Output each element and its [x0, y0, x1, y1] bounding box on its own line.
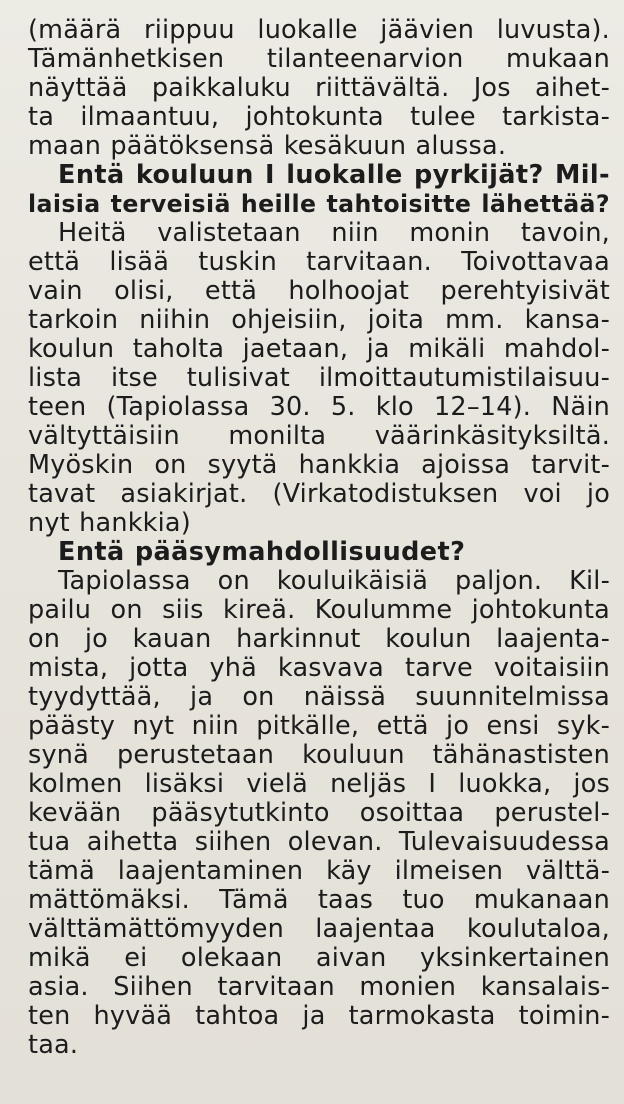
text-line: pailu on siis kireä. Koulumme johtokunta [28, 595, 610, 625]
text-line: teen (Tapiolassa 30. 5. klo 12–14). Näin [28, 392, 610, 422]
text-line: Myöskin on syytä hankkia ajoissa tarvit- [28, 450, 610, 480]
text-line: on jo kauan harkinnut koulun laajenta- [28, 624, 610, 654]
text-line: Tapiolassa on kouluikäisiä paljon. Kil- [58, 566, 610, 596]
text-line: vältyttäisiin monilta väärinkäsityksiltä. [28, 421, 610, 451]
text-line: kolmen lisäksi vielä neljäs I luokka, jos [28, 769, 610, 799]
text-line: että lisää tuskin tarvitaan. Toivottavaa [28, 247, 610, 277]
text-line: (määrä riippuu luokalle jäävien luvusta). [28, 15, 610, 45]
text-line: synä perustetaan kouluun tähänastisten [28, 740, 610, 770]
heading-line: laisia terveisiä heille tahtoisitte lähettää? [28, 190, 610, 218]
text-line: Tämänhetkisen tilanteenarvion mukaan [28, 44, 610, 74]
paragraph-greetings [28, 219, 610, 538]
text-line: mikä ei olekaan aivan yksinkertainen [28, 943, 610, 973]
text-line: tämä laajentaminen käy ilmeisen välttä- [28, 856, 610, 886]
text-line: näyttää paikkaluku riittävältä. Jos aihet- [28, 73, 610, 103]
heading-line: Entä pääsymahdollisuudet? [58, 537, 466, 567]
text-line: tua aihetta siihen olevan. Tulevaisuudessa [28, 827, 610, 857]
text-line: tyydyttää, ja on näissä suunnitelmissa [28, 682, 610, 712]
heading-line: Entä kouluun I luokalle pyrkijät? Mil- [58, 160, 610, 190]
text-line: välttämättömyyden laajentaa koulutaloa, [28, 914, 610, 944]
paragraph-admission [28, 567, 610, 1060]
text-line: ta ilmaantuu, johtokunta tulee tarkista- [28, 102, 610, 132]
text-line: ten hyvää tahtoa ja tarmokasta toimin- [28, 1001, 610, 1031]
text-line: asia. Siihen tarvitaan monien kansalais- [28, 972, 610, 1002]
text-line: koulun taholta jaetaan, ja mikäli mahdol- [28, 334, 610, 364]
text-line: päästy nyt niin pitkälle, että jo ensi syk- [28, 711, 610, 741]
text-line: nyt hankkia) [28, 508, 191, 538]
question-heading-first-graders [28, 161, 610, 219]
text-line: vain olisi, että holhoojat perehtyisivät [28, 276, 610, 306]
text-line: tarkoin niihin ohjeisiin, joita mm. kansa- [28, 305, 610, 335]
text-line: maan päätöksensä kesäkuun alussa. [28, 131, 507, 161]
text-line: mista, jotta yhä kasvava tarve voitaisiin [28, 653, 610, 683]
text-line: kevään pääsytutkinto osoittaa perustel- [28, 798, 610, 828]
text-line: taa. [28, 1030, 79, 1060]
text-line: mättömäksi. Tämä taas tuo mukanaan [28, 885, 610, 915]
text-line: Heitä valistetaan niin monin tavoin, [58, 218, 610, 248]
question-heading-admission [28, 538, 610, 567]
text-line: tavat asiakirjat. (Virkatodistuksen voi jo [28, 479, 610, 509]
paragraph-seat-count [28, 16, 610, 161]
text-line: lista itse tulisivat ilmoittautumistilaisuu- [28, 363, 610, 393]
